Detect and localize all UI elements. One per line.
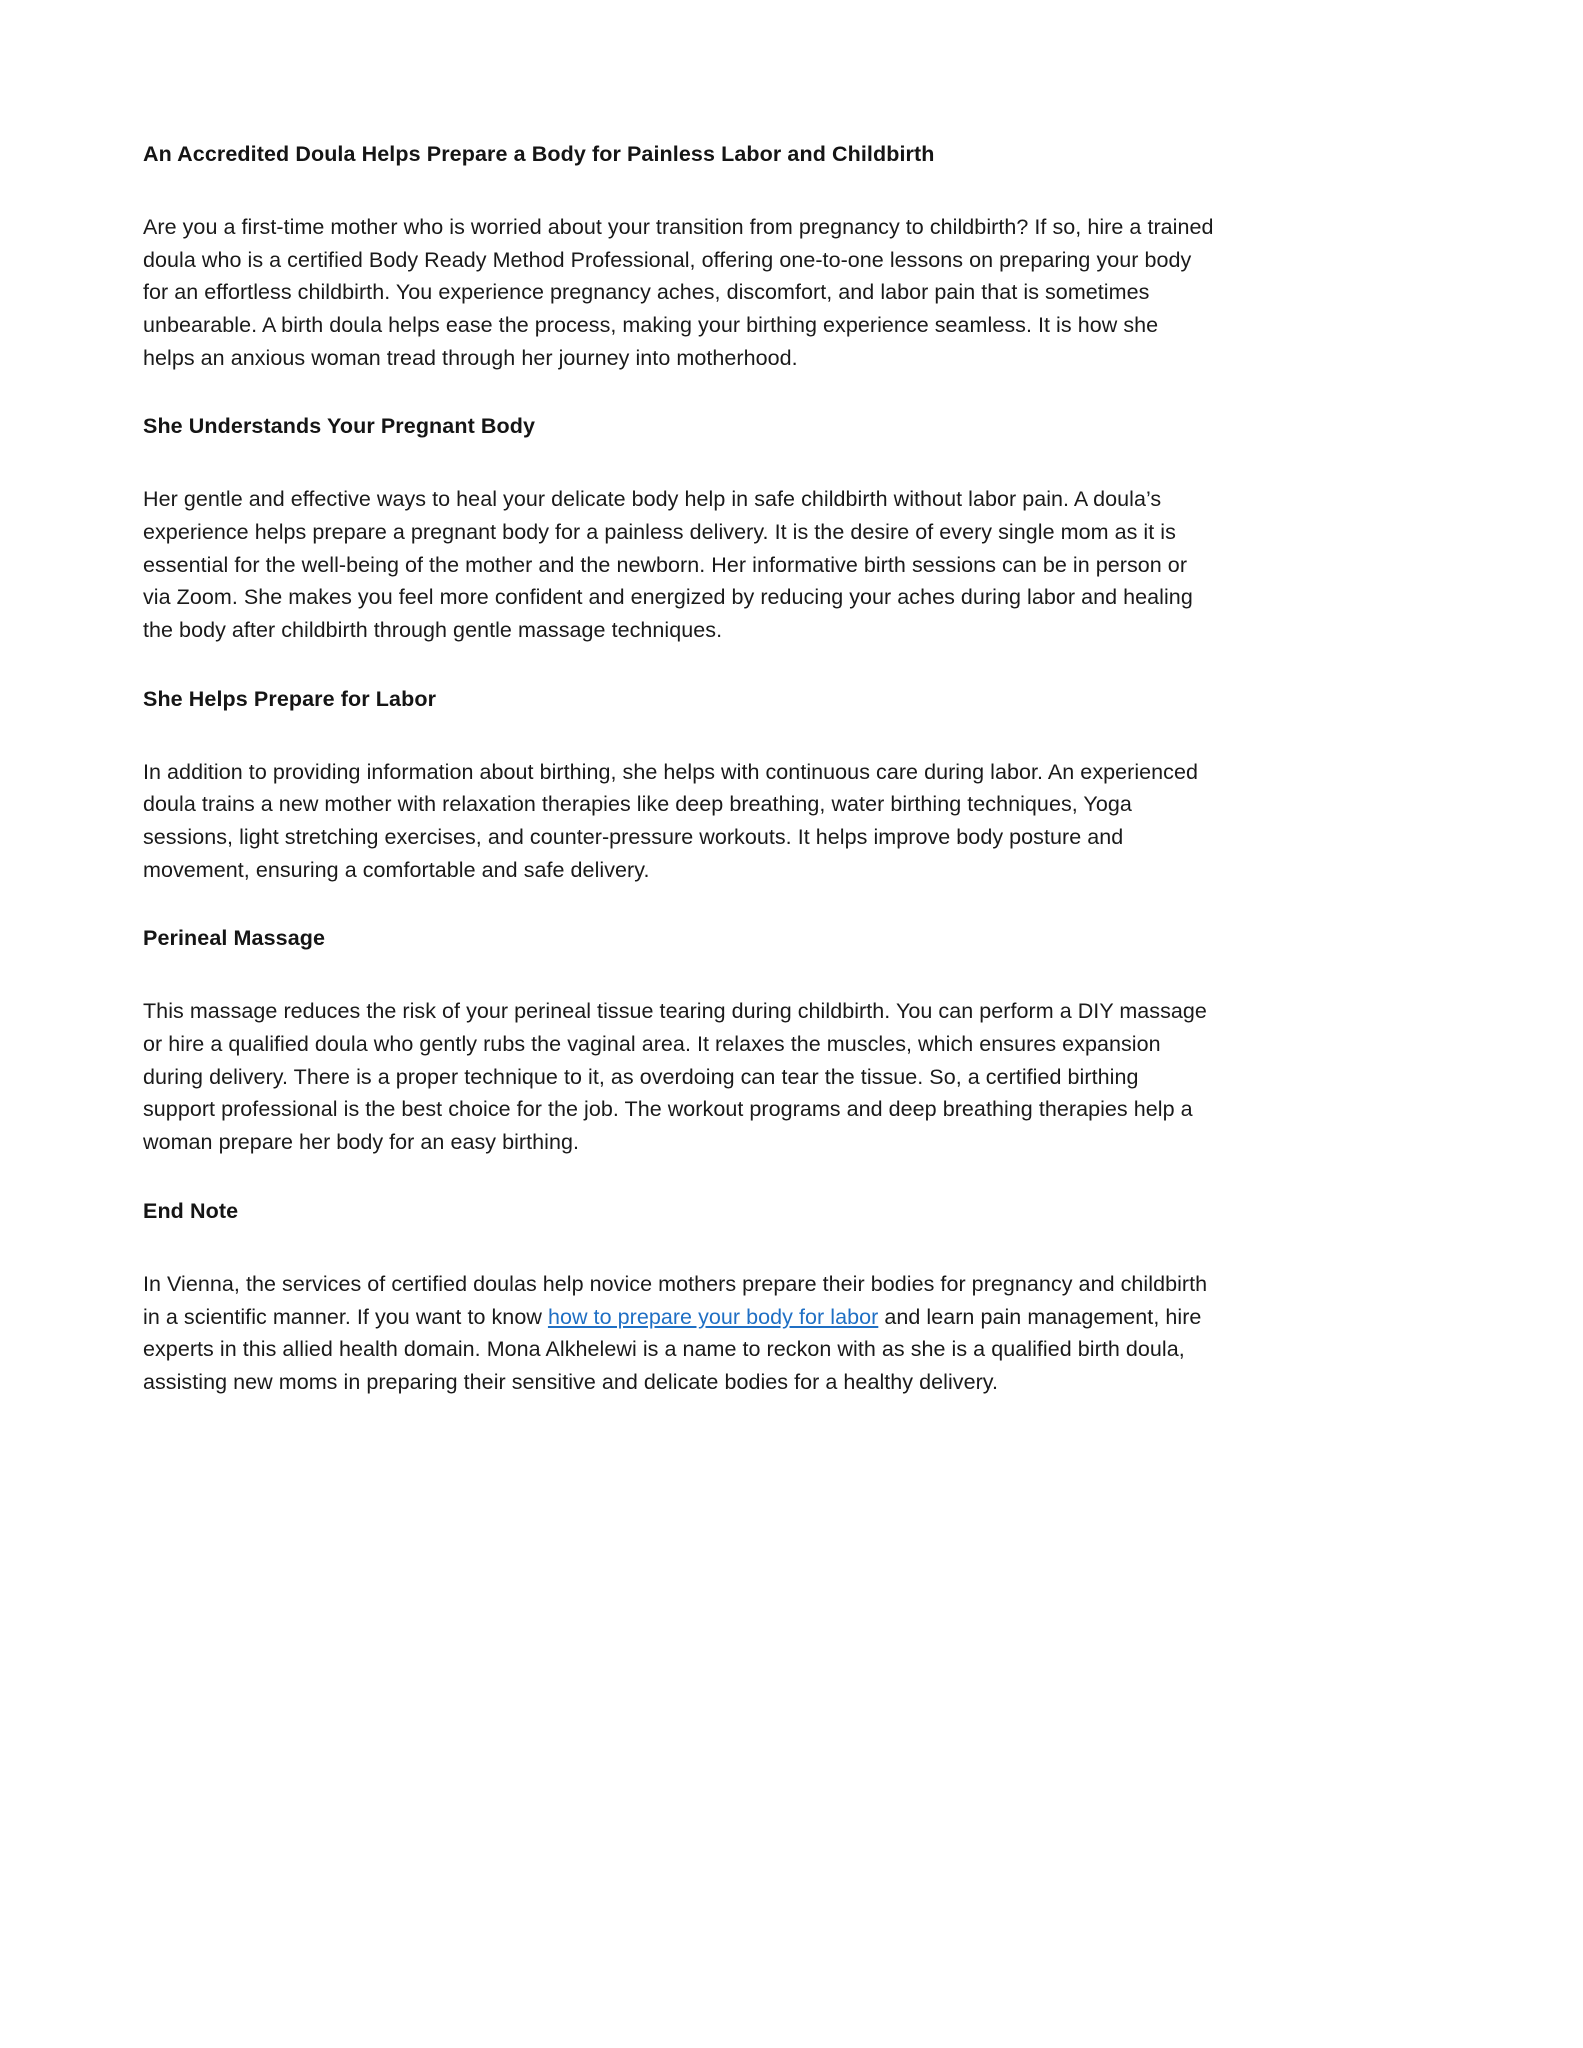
section-heading-perineal-massage: Perineal Massage	[143, 926, 326, 951]
page-title: An Accredited Doula Helps Prepare a Body for Painless Labor and Childbirth	[143, 142, 935, 166]
spacer	[143, 953, 1215, 995]
paragraph-understands-body: Her gentle and effective ways to heal your delicate body help in safe childbirth without labor pain. A doula’s experience helps prepare a pregnant body for a painless delivery. It is the desire of every single mom as it is essential for the well-being of the mother and the newborn. Her informative birth sessions can be in person or via Zoom. She makes you feel more confident and energized by reducing your aches during labor and healing the body after childbirth through gentle massage techniques.	[143, 487, 1193, 643]
spacer	[143, 1159, 1215, 1197]
section-heading-end-note: End Note	[143, 1198, 239, 1223]
spacer	[143, 886, 1215, 924]
spacer	[143, 374, 1215, 412]
paragraph-intro: Are you a first-time mother who is worried about your transition from pregnancy to childbirth? If so, hire a trained doula who is a certified Body Ready Method Professional, offering one-to-one lessons on preparing your body for an effortless childbirth. You experience pregnancy aches, discomfort, and labor pain that is sometimes unbearable. A birth doula helps ease the process, making your birthing experience seamless. It is how she helps an anxious woman tread through her journey into motherhood.	[143, 215, 1214, 370]
end-note-text-after-link: and learn pain management, hire experts in this allied health domain. Mona Alkhelewi is a name to reckon with as she is a qualified birth doula, assisting new moms in preparing their sensitive and delicate bodies for a healthy delivery.	[143, 1304, 1202, 1394]
section-heading-prepare-for-labor: She Helps Prepare for Labor	[143, 686, 437, 711]
spacer	[143, 647, 1215, 685]
paragraph-end-note	[143, 1268, 1215, 1399]
spacer	[143, 169, 1215, 211]
document-body	[143, 140, 1215, 1399]
spacer	[143, 1226, 1215, 1268]
prepare-body-for-labor-link[interactable]: how to prepare your body for labor	[547, 1304, 879, 1329]
end-note-text-before-link: In Vienna, the services of certified doulas help novice mothers prepare their bodies for pregnancy and childbirth in a scientific manner. If you want to know	[143, 1271, 1208, 1329]
section-heading-understands-body: She Understands Your Pregnant Body	[143, 414, 536, 439]
paragraph-perineal-massage: This massage reduces the risk of your perineal tissue tearing during childbirth. You can perform a DIY massage or hire a qualified doula who gently rubs the vaginal area. It relaxes the muscles, which ensures expansion during delivery. There is a proper technique to it, as overdoing can tear the tissue. So, a certified birthing support professional is the best choice for the job. The workout programs and deep breathing therapies help a woman prepare her body for an easy birthing.	[143, 999, 1207, 1155]
paragraph-prepare-for-labor: In addition to providing information about birthing, she helps with continuous care during labor. An experienced doula trains a new mother with relaxation therapies like deep breathing, water birthing techniques, Yoga sessions, light stretching exercises, and counter-pressure workouts. It helps improve body posture and movement, ensuring a comfortable and safe delivery.	[143, 759, 1198, 882]
spacer	[143, 714, 1215, 756]
spacer	[143, 441, 1215, 483]
